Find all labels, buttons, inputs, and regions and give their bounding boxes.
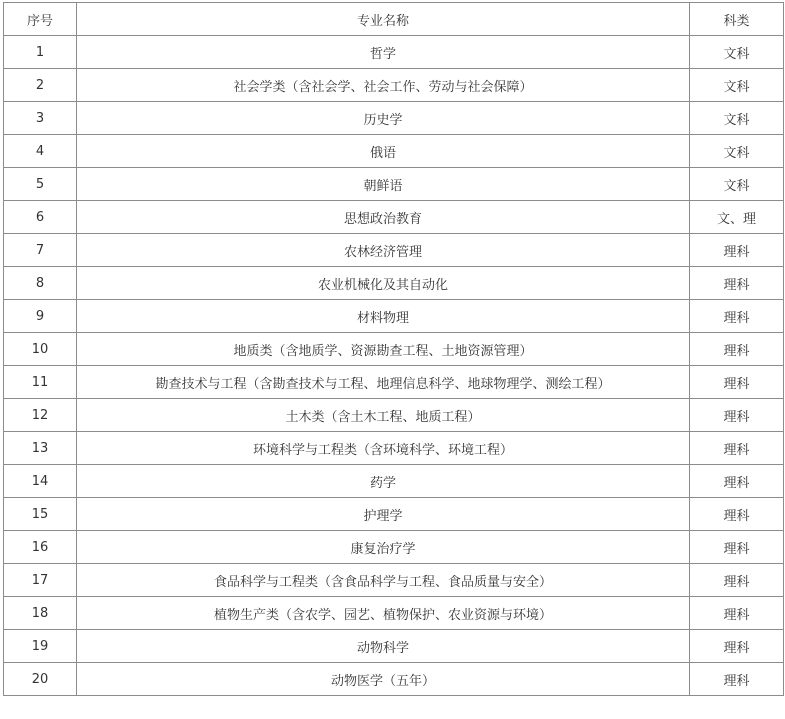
table-row bbox=[4, 630, 784, 663]
cell-major-name: 动物医学（五年） bbox=[77, 663, 690, 696]
cell-subject: 理科 bbox=[690, 333, 784, 366]
cell-major-name: 朝鲜语 bbox=[77, 168, 690, 201]
header-row bbox=[4, 3, 784, 36]
cell-major-name: 思想政治教育 bbox=[77, 201, 690, 234]
cell-subject: 理科 bbox=[690, 234, 784, 267]
cell-no: 14 bbox=[4, 465, 77, 498]
table-row bbox=[4, 300, 784, 333]
cell-major-name: 历史学 bbox=[77, 102, 690, 135]
cell-major-name: 勘查技术与工程（含勘查技术与工程、地理信息科学、地球物理学、测绘工程） bbox=[77, 366, 690, 399]
header-subject: 科类 bbox=[690, 3, 784, 36]
cell-major-name: 康复治疗学 bbox=[77, 531, 690, 564]
cell-major-name: 地质类（含地质学、资源勘查工程、土地资源管理） bbox=[77, 333, 690, 366]
cell-subject: 理科 bbox=[690, 531, 784, 564]
cell-subject: 理科 bbox=[690, 597, 784, 630]
table-row bbox=[4, 168, 784, 201]
table-row bbox=[4, 366, 784, 399]
cell-major-name: 动物科学 bbox=[77, 630, 690, 663]
cell-subject: 文科 bbox=[690, 36, 784, 69]
table-row bbox=[4, 267, 784, 300]
cell-major-name: 农业机械化及其自动化 bbox=[77, 267, 690, 300]
cell-no: 11 bbox=[4, 366, 77, 399]
table-body bbox=[4, 36, 784, 696]
table-row bbox=[4, 102, 784, 135]
cell-major-name: 植物生产类（含农学、园艺、植物保护、农业资源与环境） bbox=[77, 597, 690, 630]
cell-no: 17 bbox=[4, 564, 77, 597]
cell-major-name: 哲学 bbox=[77, 36, 690, 69]
header-no: 序号 bbox=[4, 3, 77, 36]
cell-no: 12 bbox=[4, 399, 77, 432]
table-row bbox=[4, 498, 784, 531]
cell-no: 8 bbox=[4, 267, 77, 300]
table-row bbox=[4, 69, 784, 102]
table-row bbox=[4, 531, 784, 564]
cell-no: 2 bbox=[4, 69, 77, 102]
cell-no: 19 bbox=[4, 630, 77, 663]
table-row bbox=[4, 432, 784, 465]
cell-subject: 理科 bbox=[690, 267, 784, 300]
cell-subject: 文科 bbox=[690, 69, 784, 102]
cell-subject: 文科 bbox=[690, 168, 784, 201]
table-row bbox=[4, 36, 784, 69]
cell-subject: 理科 bbox=[690, 432, 784, 465]
cell-subject: 理科 bbox=[690, 465, 784, 498]
table-row bbox=[4, 564, 784, 597]
table-row bbox=[4, 234, 784, 267]
cell-subject: 理科 bbox=[690, 498, 784, 531]
cell-no: 9 bbox=[4, 300, 77, 333]
cell-major-name: 药学 bbox=[77, 465, 690, 498]
cell-subject: 理科 bbox=[690, 300, 784, 333]
header-name: 专业名称 bbox=[77, 3, 690, 36]
cell-no: 4 bbox=[4, 135, 77, 168]
table-row bbox=[4, 201, 784, 234]
table-row bbox=[4, 465, 784, 498]
cell-no: 18 bbox=[4, 597, 77, 630]
cell-no: 20 bbox=[4, 663, 77, 696]
cell-subject: 文、理 bbox=[690, 201, 784, 234]
cell-subject: 理科 bbox=[690, 630, 784, 663]
cell-subject: 理科 bbox=[690, 399, 784, 432]
table-row bbox=[4, 333, 784, 366]
table-row bbox=[4, 597, 784, 630]
cell-major-name: 材料物理 bbox=[77, 300, 690, 333]
cell-subject: 理科 bbox=[690, 564, 784, 597]
cell-subject: 文科 bbox=[690, 102, 784, 135]
cell-major-name: 俄语 bbox=[77, 135, 690, 168]
cell-subject: 理科 bbox=[690, 663, 784, 696]
cell-no: 5 bbox=[4, 168, 77, 201]
cell-no: 1 bbox=[4, 36, 77, 69]
cell-major-name: 土木类（含土木工程、地质工程） bbox=[77, 399, 690, 432]
cell-major-name: 护理学 bbox=[77, 498, 690, 531]
table-row bbox=[4, 135, 784, 168]
cell-no: 13 bbox=[4, 432, 77, 465]
cell-no: 16 bbox=[4, 531, 77, 564]
cell-no: 6 bbox=[4, 201, 77, 234]
cell-subject: 理科 bbox=[690, 366, 784, 399]
major-table bbox=[3, 2, 784, 696]
cell-major-name: 社会学类（含社会学、社会工作、劳动与社会保障） bbox=[77, 69, 690, 102]
cell-major-name: 农林经济管理 bbox=[77, 234, 690, 267]
cell-major-name: 环境科学与工程类（含环境科学、环境工程） bbox=[77, 432, 690, 465]
cell-no: 15 bbox=[4, 498, 77, 531]
cell-no: 10 bbox=[4, 333, 77, 366]
cell-major-name: 食品科学与工程类（含食品科学与工程、食品质量与安全） bbox=[77, 564, 690, 597]
cell-subject: 文科 bbox=[690, 135, 784, 168]
cell-no: 7 bbox=[4, 234, 77, 267]
table-row bbox=[4, 399, 784, 432]
table-row bbox=[4, 663, 784, 696]
cell-no: 3 bbox=[4, 102, 77, 135]
table-header bbox=[4, 3, 784, 36]
